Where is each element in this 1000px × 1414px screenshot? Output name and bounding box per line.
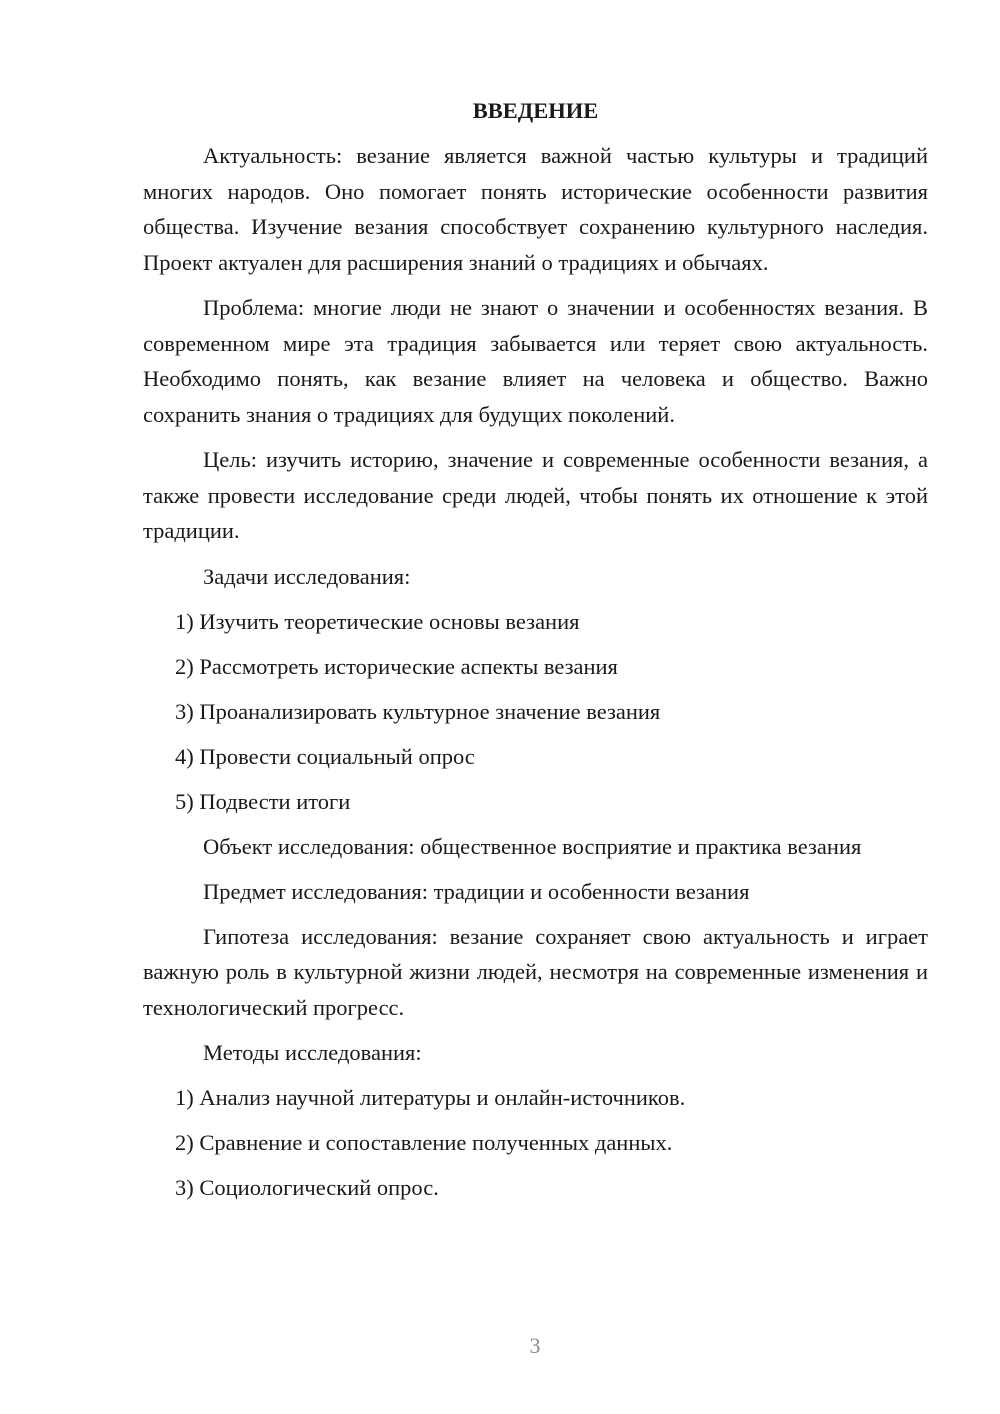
- task-item: 3) Проанализировать культурное значение везания: [175, 698, 661, 724]
- problem-paragraph: Проблема: многие люди не знают о значении и особенностях везания. В современном мире эта традиция забывается или теряет свою актуальность. Необходимо понять, как везание влияет на человека и общество. Важно сохранить знания о традициях для будущих поколений.: [143, 295, 928, 427]
- tasks-heading: Задачи исследования:: [203, 563, 411, 589]
- research-object: Объект исследования: общественное восприятие и практика везания: [203, 833, 862, 859]
- hypothesis-paragraph: Гипотеза исследования: везание сохраняет свою актуальность и играет важную роль в культурной жизни людей, несмотря на современные изменения и технологический прогресс.: [143, 923, 928, 1020]
- document-body: [143, 96, 928, 1215]
- page-number: 3: [529, 1333, 541, 1358]
- goal-paragraph: Цель: изучить историю, значение и современные особенности везания, а также провести исследование среди людей, чтобы понять их отношение к этой традиции.: [143, 447, 928, 543]
- task-item: 5) Подвести итоги: [175, 788, 351, 814]
- methods-heading: Методы исследования:: [203, 1040, 422, 1065]
- method-item: 2) Сравнение и сопоставление полученных данных.: [175, 1130, 673, 1155]
- task-item: 1) Изучить теоретические основы везания: [175, 608, 580, 634]
- task-item: 4) Провести социальный опрос: [175, 743, 475, 769]
- relevance-paragraph: Актуальность: везание является важной частью культуры и традиций многих народов. Оно помогает понять исторические особенности развития общества. Изучение везания способствует сохранению культурного наследия. Проект актуален для расширения знаний о традициях и обычаях.: [143, 143, 928, 275]
- method-item: 1) Анализ научной литературы и онлайн-источников.: [175, 1085, 686, 1110]
- task-item: 2) Рассмотреть исторические аспекты везания: [175, 653, 618, 679]
- method-item: 3) Социологический опрос.: [175, 1175, 439, 1200]
- section-heading: ВВЕДЕНИЕ: [472, 98, 599, 123]
- research-subject: Предмет исследования: традиции и особенности везания: [203, 878, 750, 904]
